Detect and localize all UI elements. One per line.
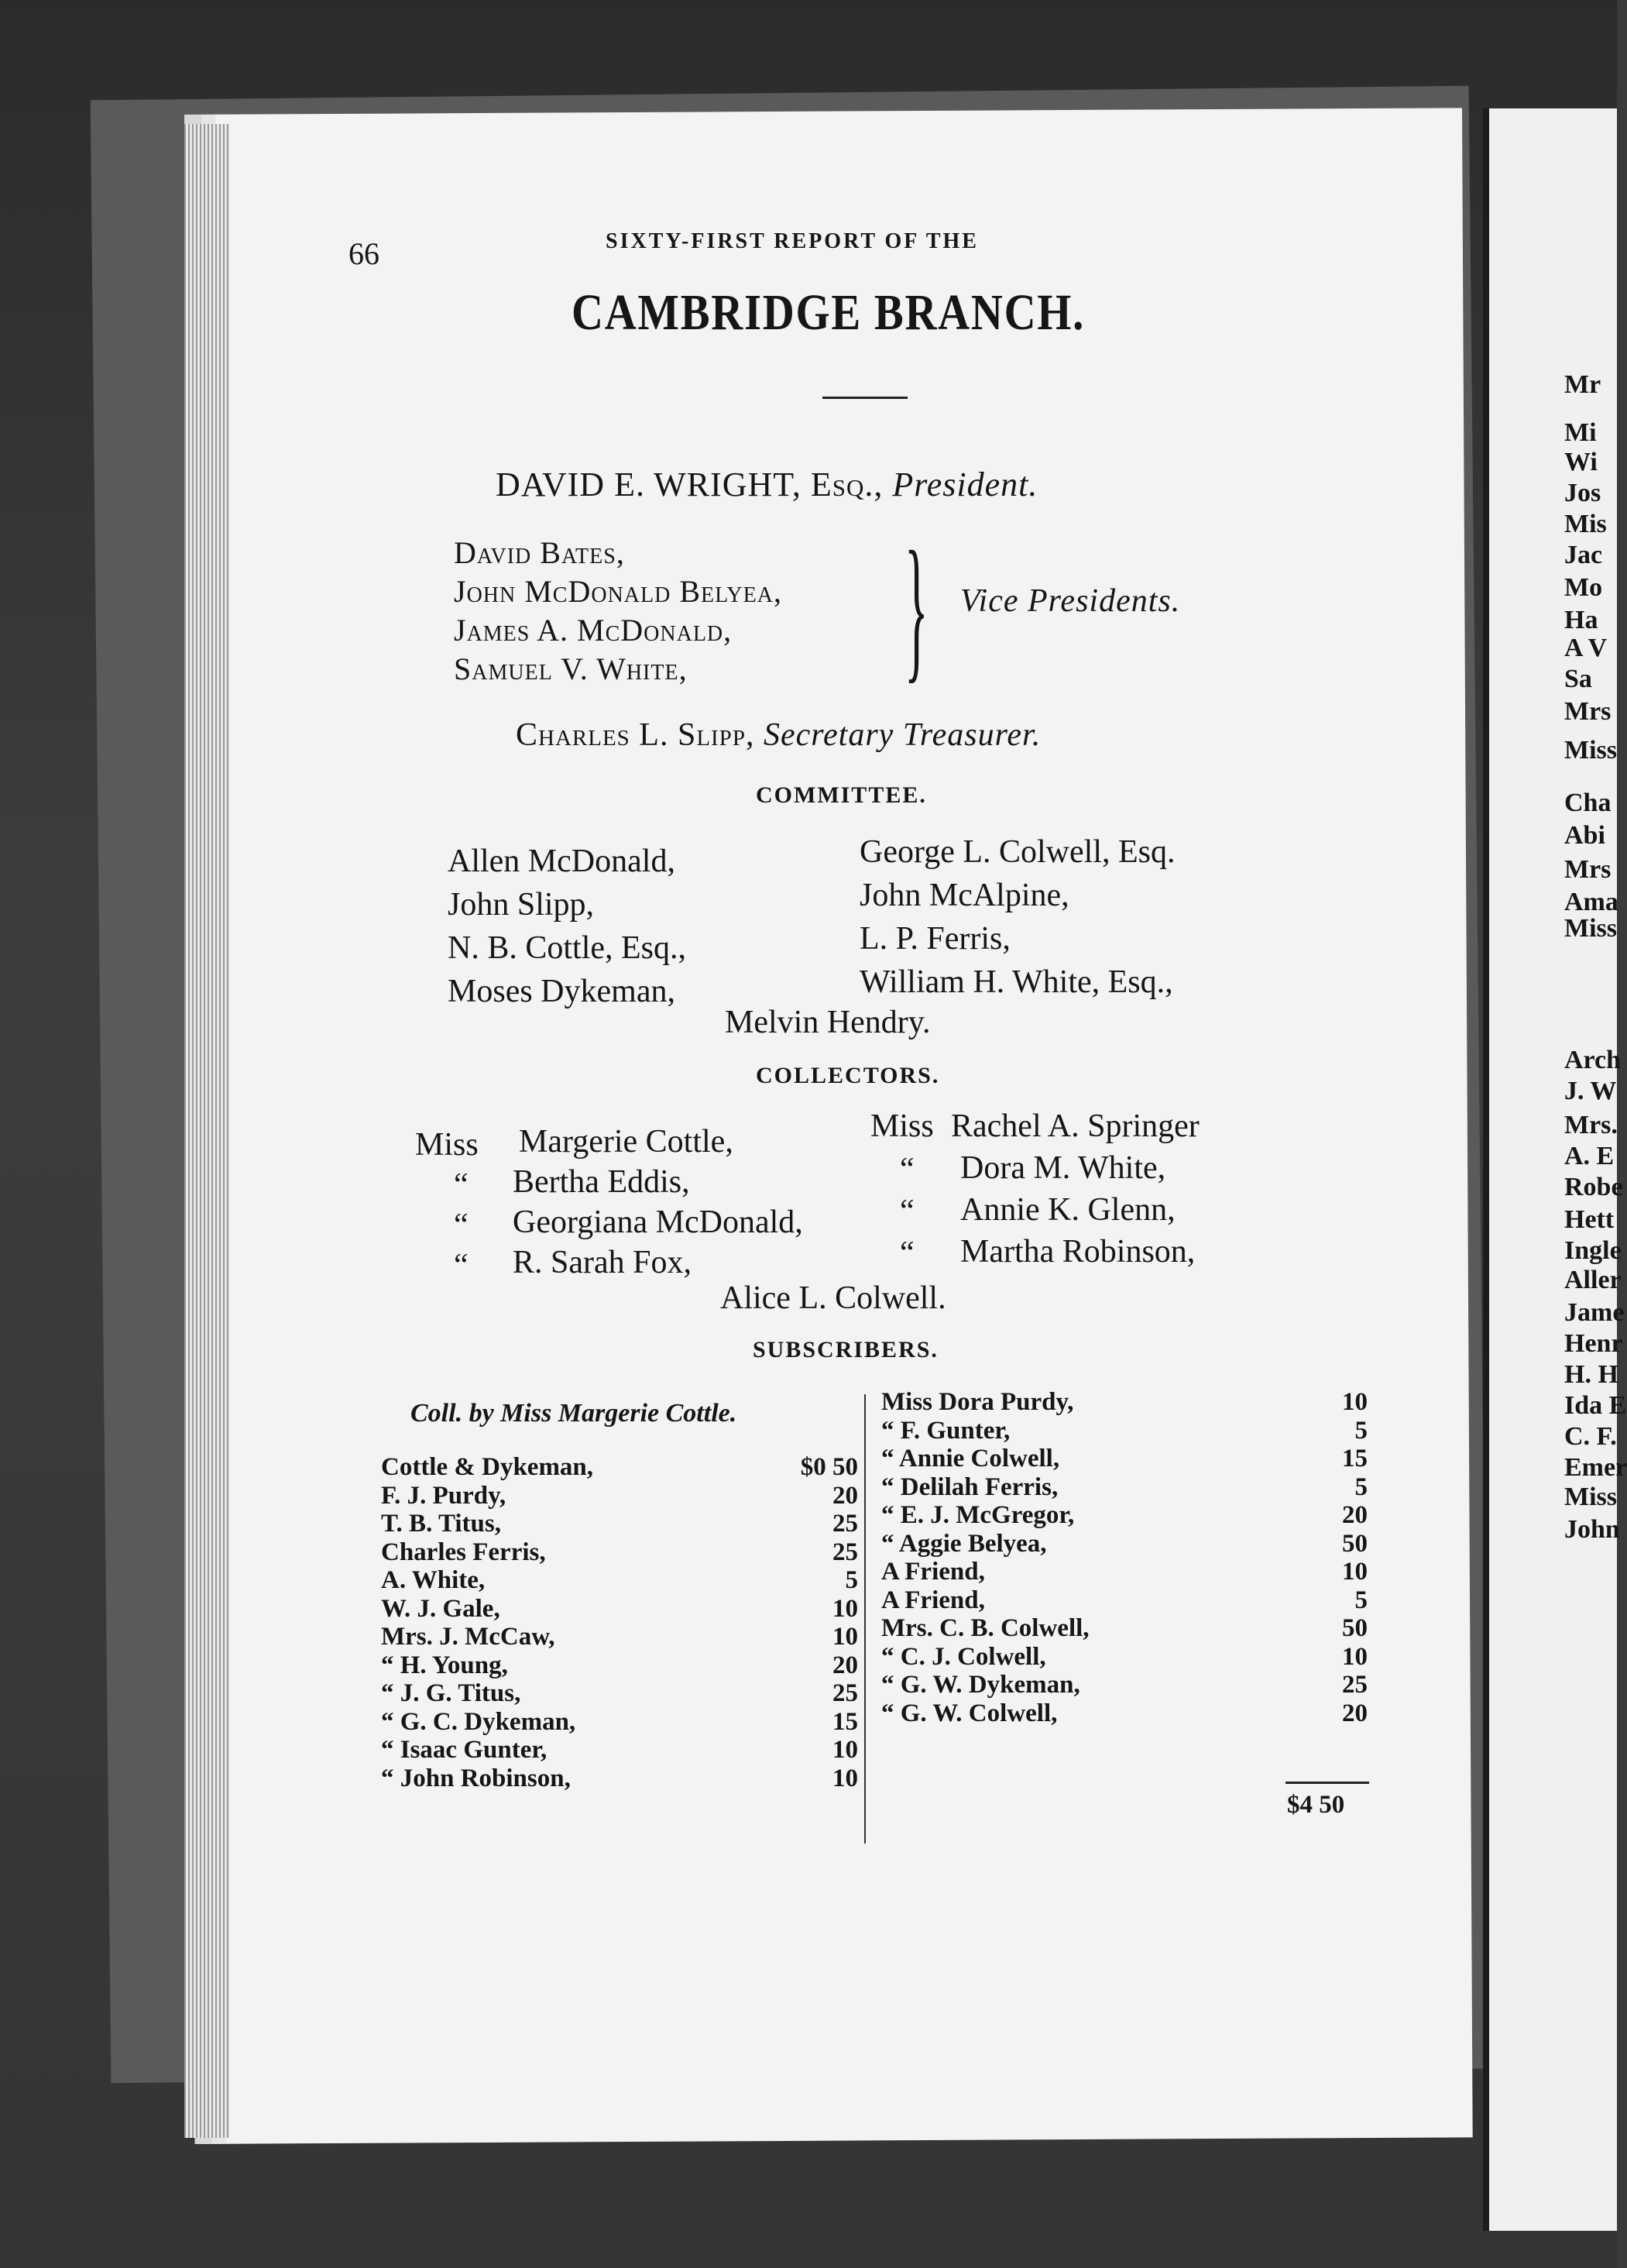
subscriber-amount: 25 xyxy=(832,1510,858,1538)
facing-page-fragment: Ama xyxy=(1564,888,1618,916)
subscriber-name: “ Isaac Gunter, xyxy=(381,1736,547,1764)
collector-name: Georgiana McDonald, xyxy=(513,1204,803,1240)
facing-page-fragment: Henr xyxy=(1564,1329,1623,1358)
subscriber-amount: 10 xyxy=(832,1736,858,1764)
facing-page-fragment: A V xyxy=(1564,634,1608,662)
facing-page-fragment: Arch xyxy=(1564,1046,1622,1074)
committee-member: William H. White, Esq., xyxy=(860,964,1173,1000)
president-role: President. xyxy=(892,466,1038,503)
subscriber-name: “ E. J. McGregor, xyxy=(881,1501,1075,1529)
collector-prefix: “ xyxy=(900,1194,915,1229)
facing-page-fragment: Mo xyxy=(1564,573,1603,602)
subscriber-name: Mrs. J. McCaw, xyxy=(381,1623,555,1651)
subscriber-name: “ H. Young, xyxy=(381,1651,508,1679)
facing-page-fragment: Emer xyxy=(1564,1453,1627,1482)
collector-prefix: “ xyxy=(454,1248,469,1283)
subscriber-amount: 15 xyxy=(832,1707,858,1736)
page-66 xyxy=(184,108,1473,2144)
subscriber-name: “ G. C. Dykeman, xyxy=(381,1707,576,1736)
subscriber-name: “ G. W. Dykeman, xyxy=(881,1671,1080,1699)
committee-member: John McAlpine, xyxy=(860,878,1069,913)
total-rule xyxy=(1285,1782,1369,1784)
subscriber-amount: 5 xyxy=(1354,1416,1368,1445)
subscriber-amount: 5 xyxy=(1354,1586,1368,1614)
subscriber-amount: 15 xyxy=(1342,1445,1368,1472)
facing-page-fragment: Robe xyxy=(1564,1173,1623,1201)
facing-page-fragment: Ingle xyxy=(1564,1236,1622,1265)
facing-page-fragment: Aller xyxy=(1564,1266,1622,1294)
collector-prefix: “ xyxy=(900,1235,915,1271)
facing-page-fragment: Abi xyxy=(1564,821,1605,850)
secretary-role: Secretary Treasurer. xyxy=(763,717,1042,753)
vice-president-4: Samuel V. White, xyxy=(454,651,688,686)
facing-page-fragment: Mrs xyxy=(1564,855,1612,884)
subscriber-name: W. J. Gale, xyxy=(381,1594,500,1623)
facing-page-fragment: Jos xyxy=(1564,479,1601,507)
committee-member: N. B. Cottle, Esq., xyxy=(448,930,687,966)
subscriber-name: A. White, xyxy=(381,1566,486,1594)
subscriber-amount: 10 xyxy=(832,1764,858,1792)
vice-president-role: Vice Presidents. xyxy=(960,583,1181,619)
title-rule xyxy=(822,397,908,399)
subscriber-name: A Friend, xyxy=(881,1558,985,1586)
subscriber-name: Mrs. C. B. Colwell, xyxy=(881,1614,1090,1642)
collector-name: Alice L. Colwell. xyxy=(720,1280,946,1316)
subscriber-name: Cottle & Dykeman, xyxy=(381,1453,594,1481)
facing-page-fragment: J. W xyxy=(1564,1077,1617,1105)
vice-president-brace: } xyxy=(904,517,928,697)
president-line xyxy=(496,465,1038,504)
subscriber-name: “ Aggie Belyea, xyxy=(881,1529,1047,1558)
collector-prefix: “ xyxy=(454,1167,469,1203)
facing-page-fragment: Jame xyxy=(1564,1298,1625,1327)
committee-member: George L. Colwell, Esq. xyxy=(860,834,1176,870)
facing-page-fragment: Mrs. xyxy=(1564,1111,1618,1139)
subscriber-amount: $0 50 xyxy=(800,1453,858,1481)
facing-page-fragment: John xyxy=(1564,1515,1620,1544)
subscriber-amount: 20 xyxy=(1342,1501,1368,1529)
collector-prefix: “ xyxy=(900,1152,915,1187)
vice-president-3: James A. McDonald, xyxy=(454,613,733,648)
collector-prefix: Miss xyxy=(415,1127,479,1163)
committee-member: Allen McDonald, xyxy=(448,844,675,879)
subscriber-amount: 50 xyxy=(1342,1529,1368,1558)
subscriber-amount: 50 xyxy=(1342,1614,1368,1642)
committee-member: L. P. Ferris, xyxy=(860,921,1011,957)
vice-president-1: David Bates, xyxy=(454,535,625,570)
collector-name: Dora M. White, xyxy=(960,1150,1166,1186)
facing-page-fragment: Ida E xyxy=(1564,1391,1627,1420)
subscriber-name: “ F. Gunter, xyxy=(881,1416,1011,1445)
collector-prefix: “ xyxy=(454,1208,469,1243)
facing-page-fragment: Mi xyxy=(1564,418,1597,447)
subscriber-amount: 20 xyxy=(832,1481,858,1510)
committee-heading: COMMITTEE. xyxy=(756,782,927,808)
page-edges xyxy=(184,124,229,2138)
secretary-name: Charles L. Slipp, xyxy=(516,717,755,753)
committee-member: Melvin Hendry. xyxy=(725,1005,931,1040)
subscriber-amount: 5 xyxy=(845,1566,858,1594)
facing-page-fragment: Miss xyxy=(1564,736,1617,765)
facing-page-fragment: Ha xyxy=(1564,606,1598,634)
facing-page-fragment: Mis xyxy=(1564,510,1607,538)
subscriber-name: “ Annie Colwell, xyxy=(881,1445,1060,1472)
facing-page-fragment: Wi xyxy=(1564,448,1598,476)
facing-page-fragment: Mrs xyxy=(1564,697,1612,726)
subscriber-amount: 10 xyxy=(1342,1558,1368,1586)
subscriber-amount: 10 xyxy=(1342,1388,1368,1416)
running-head: SIXTY-FIRST REPORT OF THE xyxy=(606,229,979,253)
subscriber-name: Charles Ferris, xyxy=(381,1538,546,1566)
committee-member: John Slipp, xyxy=(448,887,595,923)
page-number: 66 xyxy=(348,236,379,271)
collector-name: R. Sarah Fox, xyxy=(513,1245,692,1280)
president-name: DAVID E. WRIGHT, xyxy=(496,466,801,503)
subscriber-amount: 5 xyxy=(1354,1472,1368,1501)
subscriber-amount: 25 xyxy=(1342,1671,1368,1699)
facing-page-fragment: A. E xyxy=(1564,1142,1615,1170)
subscriber-amount: 20 xyxy=(1342,1699,1368,1727)
subscriber-amount: 25 xyxy=(832,1679,858,1707)
collector-name: Annie K. Glenn, xyxy=(960,1192,1176,1228)
facing-page-fragment: Jac xyxy=(1564,541,1603,569)
subscriber-amount: 10 xyxy=(832,1594,858,1623)
subscriber-amount: 25 xyxy=(832,1538,858,1566)
facing-page-fragment: Sa xyxy=(1564,665,1592,693)
collector-name: Margerie Cottle, xyxy=(519,1124,733,1160)
subscriber-amount: 10 xyxy=(832,1623,858,1651)
subscriber-name: F. J. Purdy, xyxy=(381,1481,506,1510)
branch-title: CAMBRIDGE BRANCH. xyxy=(572,284,1086,341)
collector-name: Bertha Eddis, xyxy=(513,1164,690,1200)
vice-president-2: John McDonald Belyea, xyxy=(454,574,782,609)
subscriber-amount: 10 xyxy=(1342,1642,1368,1671)
collector-prefix: Miss xyxy=(870,1108,934,1144)
facing-page-fragment: C. F. xyxy=(1564,1422,1617,1451)
collected-by-label: Coll. by Miss Margerie Cottle. xyxy=(410,1399,737,1428)
facing-page-fragment: Miss xyxy=(1564,914,1617,943)
collector-name: Martha Robinson, xyxy=(960,1234,1196,1270)
subscriber-name: “ C. J. Colwell, xyxy=(881,1642,1046,1671)
committee-member: Moses Dykeman, xyxy=(448,974,675,1009)
facing-page-fragment: Cha xyxy=(1564,789,1612,817)
facing-page-fragment: Miss xyxy=(1564,1483,1617,1511)
subscriber-name: “ G. W. Colwell, xyxy=(881,1699,1058,1727)
facing-page-fragment: Mr xyxy=(1564,370,1601,399)
subscriber-name: T. B. Titus, xyxy=(381,1510,501,1538)
subscriber-total: $4 50 xyxy=(1287,1791,1345,1819)
collectors-heading: COLLECTORS. xyxy=(756,1063,940,1088)
subscriber-name: “ J. G. Titus, xyxy=(381,1679,521,1707)
subscriber-name: A Friend, xyxy=(881,1586,985,1614)
facing-page-fragment: H. H xyxy=(1564,1360,1618,1389)
subscribers-heading: SUBSCRIBERS. xyxy=(753,1337,939,1363)
column-divider xyxy=(864,1394,866,1844)
collector-name: Rachel A. Springer xyxy=(951,1108,1200,1144)
subscriber-name: “ John Robinson, xyxy=(381,1764,571,1792)
secretary-line xyxy=(516,716,1041,754)
subscriber-name: Miss Dora Purdy, xyxy=(881,1388,1074,1416)
facing-page-fragment: Hett xyxy=(1564,1205,1615,1234)
subscriber-amount: 20 xyxy=(832,1651,858,1679)
subscriber-name: “ Delilah Ferris, xyxy=(881,1472,1059,1501)
president-suffix: Esq., xyxy=(810,466,884,503)
